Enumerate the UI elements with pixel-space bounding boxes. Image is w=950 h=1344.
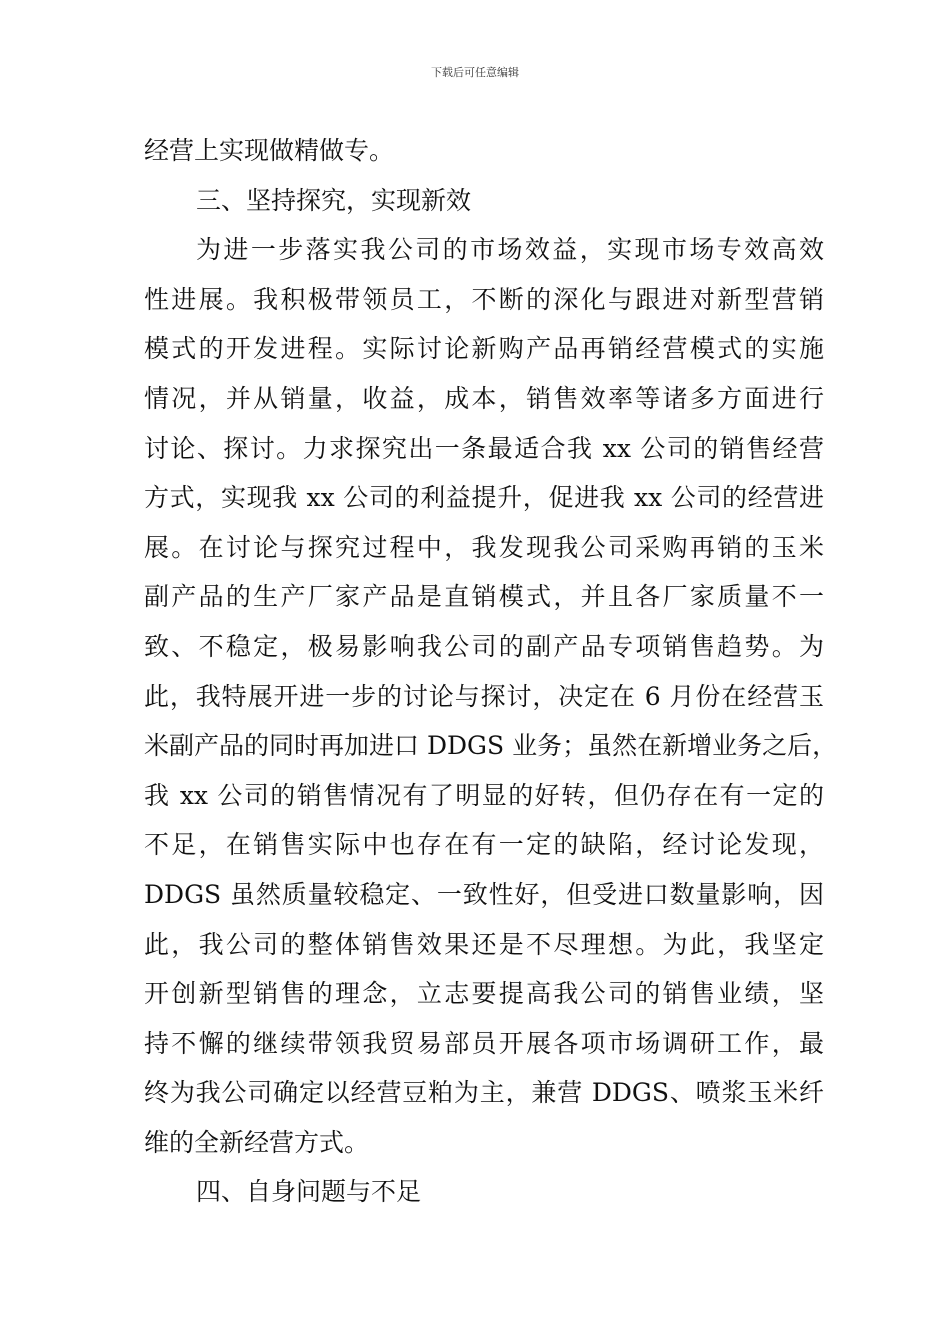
text-line: 展。在讨论与探究过程中，我发现我公司采购再销的玉米: [144, 532, 824, 562]
text-line: 讨论、探讨。力求探究出一条最适合我 xx 公司的销售经营: [144, 433, 824, 463]
text-line: 不足，在销售实际中也存在有一定的缺陷，经讨论发现，: [144, 830, 824, 860]
text-line: DDGS 虽然质量较稳定、一致性好，但受进口数量影响，因: [144, 879, 824, 909]
section-heading: 三、坚持探究，实现新效: [196, 185, 472, 215]
text-line: 致、不稳定，极易影响我公司的副产品专项销售趋势。为: [144, 631, 824, 661]
text-line: 开创新型销售的理念，立志要提高我公司的销售业绩，坚: [144, 979, 824, 1009]
text-line: 持不懈的继续带领我贸易部员开展各项市场调研工作，最: [144, 1028, 824, 1058]
text-line: 性进展。我积极带领员工，不断的深化与跟进对新型营销: [144, 284, 824, 314]
section-heading: 四、自身问题与不足: [196, 1177, 422, 1207]
text-line: 终为我公司确定以经营豆粕为主，兼营 DDGS、喷浆玉米纤: [144, 1078, 824, 1108]
text-line: 此，我公司的整体销售效果还是不尽理想。为此，我坚定: [144, 929, 824, 959]
document-body: [144, 126, 838, 1217]
text-line: 此，我特展开进一步的讨论与探讨，决定在 6 月份在经营玉: [144, 681, 824, 711]
text-line: 方式，实现我 xx 公司的利益提升，促进我 xx 公司的经营进: [144, 483, 824, 513]
text-line: 我 xx 公司的销售情况有了明显的好转，但仍存在有一定的: [144, 780, 824, 810]
page-header: 下载后可任意编辑: [431, 66, 519, 79]
text-line: 维的全新经营方式。: [144, 1127, 370, 1157]
text-line: 经营上实现做精做专。: [144, 136, 395, 165]
text-line: 副产品的生产厂家产品是直销模式，并且各厂家质量不一: [144, 582, 824, 612]
text-line: 模式的开发进程。实际讨论新购产品再销经营模式的实施: [144, 334, 824, 364]
text-line: 情况，并从销量，收益，成本，销售效率等诸多方面进行: [144, 383, 824, 413]
text-line: 为进一步落实我公司的市场效益，实现市场专效高效: [196, 235, 824, 265]
text-line: 米副产品的同时再加进口 DDGS 业务；虽然在新增业务之后，: [144, 731, 838, 761]
